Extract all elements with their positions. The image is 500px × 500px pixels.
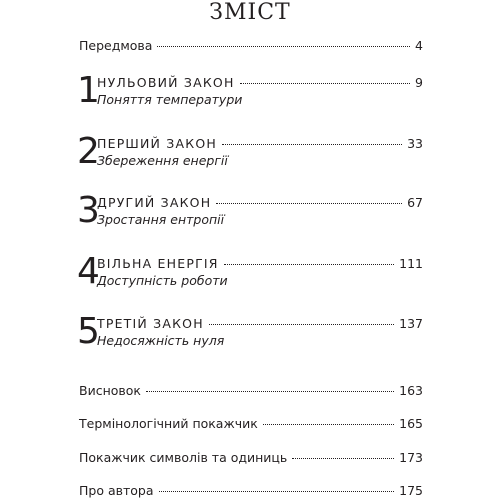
chapter-title: ТРЕТІЙ ЗАКОН [97,316,204,331]
toc-entry-preface[interactable] [79,38,423,54]
toc-entry-label: Передмова [79,38,153,53]
toc-page-number: 111 [399,256,423,271]
toc-entry-term-index[interactable] [79,416,423,432]
page-title: ЗМІСТ [209,0,291,25]
toc-page-number: 4 [415,38,423,53]
toc-page-number: 33 [407,136,423,151]
toc-page-number: 175 [399,483,423,498]
chapter-number: 4 [77,251,100,292]
toc-page-number: 67 [407,195,423,210]
toc-entry-symbol-index[interactable] [79,450,423,466]
dot-leader [240,83,410,84]
toc-chapter-5[interactable] [77,313,423,355]
chapter-title: ВІЛЬНА ЕНЕРГІЯ [97,256,219,271]
chapter-title: НУЛЬОВИЙ ЗАКОН [97,75,235,90]
toc-entry-label: Висновок [79,383,141,398]
dot-leader [157,46,410,47]
toc-entry-label: Покажчик символів та одиниць [79,450,288,465]
dot-leader [224,264,394,265]
toc-entry-conclusion[interactable] [79,383,423,399]
chapter-number: 3 [77,190,100,231]
toc-chapter-1[interactable] [77,72,423,114]
dot-leader [292,458,394,459]
chapter-number: 5 [77,311,100,352]
chapter-subtitle: Доступність роботи [97,273,228,288]
toc-chapter-2[interactable] [77,133,423,175]
chapter-title: ПЕРШИЙ ЗАКОН [97,136,217,151]
dot-leader [216,203,402,204]
dot-leader [146,391,394,392]
toc-page-number: 165 [399,416,423,431]
chapter-number: 2 [77,131,100,172]
toc-page-number: 163 [399,383,423,398]
chapter-subtitle: Збереження енергії [97,153,228,168]
chapter-subtitle: Недосяжність нуля [97,333,225,348]
chapter-title: ДРУГИЙ ЗАКОН [97,195,212,210]
toc-entry-about-author[interactable] [79,483,423,499]
chapter-subtitle: Поняття температури [97,92,243,107]
toc-page-number: 137 [399,316,423,331]
toc-page-number: 173 [399,450,423,465]
dot-leader [263,424,394,425]
toc-chapter-3[interactable] [77,192,423,234]
chapter-subtitle: Зростання ентропії [97,212,225,227]
toc-entry-label: Про автора [79,483,154,498]
toc-page-number: 9 [415,75,423,90]
toc-chapter-4[interactable] [77,253,423,295]
dot-leader [222,144,402,145]
toc-entry-label: Термінологічний покажчик [79,416,258,431]
dot-leader [159,491,395,492]
dot-leader [209,324,394,325]
chapter-number: 1 [77,70,100,111]
